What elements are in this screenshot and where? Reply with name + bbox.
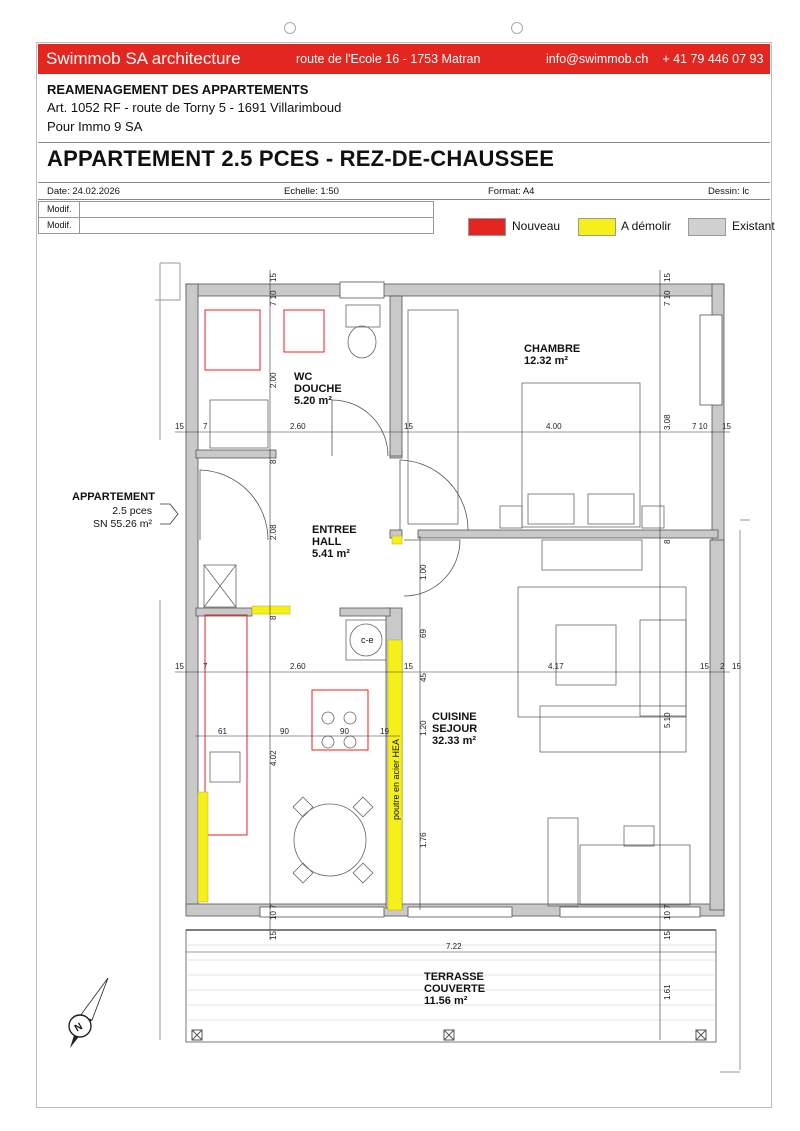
- cuisine-area: 32.33 m²: [432, 735, 477, 747]
- legend-label-new: Nouveau: [512, 219, 561, 233]
- dim-label: 4.17: [548, 662, 564, 671]
- modification-label: Modif.: [47, 220, 72, 230]
- company-email: info@swimmob.ch: [546, 52, 649, 66]
- cuisine-label: CUISINE: [432, 711, 477, 723]
- terrasse-area: 11.56 m²: [424, 995, 468, 1007]
- dimension-lines: [175, 270, 730, 1040]
- dim-label: 7.22: [446, 942, 462, 951]
- dim-label: 8: [269, 459, 278, 464]
- company-address: route de l'Ecole 16 - 1753 Matran: [296, 52, 481, 66]
- dim-label: 45: [419, 673, 428, 682]
- project-location: Art. 1052 RF - route de Torny 5 - 1691 Villarimboud: [47, 100, 342, 115]
- north-label: N: [72, 1021, 85, 1035]
- dim-label: 90: [340, 727, 349, 736]
- dim-label: 7: [203, 662, 208, 671]
- dim-label: 5.10: [663, 712, 672, 728]
- dim-label: 8: [269, 615, 278, 620]
- project-title: REAMENAGEMENT DES APPARTEMENTS: [47, 82, 309, 97]
- drawing-author: Dessin: lc: [708, 186, 750, 197]
- dim-label: 15: [722, 422, 731, 431]
- dim-label: 4.02: [269, 750, 278, 766]
- dim-label: 8: [663, 539, 672, 544]
- dim-label: 69: [419, 629, 428, 638]
- dim-label: 10 7: [663, 904, 672, 920]
- dim-label: 15: [700, 662, 709, 671]
- company-phone: + 41 79 446 07 93: [662, 52, 764, 66]
- dim-label: 10 7: [269, 904, 278, 920]
- entree-label: ENTREE: [312, 524, 357, 536]
- dim-label: 15: [663, 931, 672, 940]
- dim-label: 2.00: [269, 372, 278, 388]
- dim-label: 15: [404, 662, 413, 671]
- dim-label: 3.08: [663, 414, 672, 430]
- terrasse-label: TERRASSE: [424, 971, 484, 983]
- wc-label-2: DOUCHE: [294, 383, 342, 395]
- terrasse-label-2: COUVERTE: [424, 983, 486, 995]
- fixtures: [204, 305, 690, 906]
- apartment-pieces: 2.5 pces: [112, 505, 152, 517]
- windows: [260, 282, 722, 917]
- dim-label: 7: [203, 422, 208, 431]
- wc-area: 5.20 m²: [294, 395, 332, 407]
- existing-walls: [186, 284, 724, 916]
- chambre-area: 12.32 m²: [524, 355, 569, 367]
- entree-label-2: HALL: [312, 536, 342, 548]
- apartment-area: SN 55.26 m²: [93, 518, 152, 530]
- dim-label: 15: [269, 273, 278, 282]
- legend-label-existing: Existant: [732, 219, 775, 233]
- dim-label: 19: [380, 727, 389, 736]
- plan-title: APPARTEMENT 2.5 PCES - REZ-DE-CHAUSSEE: [47, 146, 555, 171]
- dim-label: 4.00: [546, 422, 562, 431]
- dim-label: 15: [269, 931, 278, 940]
- wc-label: WC: [294, 371, 313, 383]
- dim-label: 15: [175, 662, 184, 671]
- demolition-elements: [198, 536, 402, 910]
- dim-label: 2: [720, 662, 725, 671]
- legend-label-demolish: A démolir: [621, 219, 672, 233]
- dim-label: 1.20: [419, 720, 428, 736]
- dim-label: 7 10: [692, 422, 708, 431]
- company-name: Swimmob SA architecture: [46, 49, 241, 68]
- dim-label: 90: [280, 727, 289, 736]
- dim-label: 2.08: [269, 524, 278, 540]
- drawing-date: Date: 24.02.2026: [47, 186, 120, 197]
- dim-label: 15: [663, 273, 672, 282]
- dim-label: 15: [404, 422, 413, 431]
- dim-label: 1.76: [419, 832, 428, 848]
- cuisine-label-2: SEJOUR: [432, 723, 478, 735]
- apartment-label: APPARTEMENT: [72, 491, 155, 503]
- dim-label: 15: [175, 422, 184, 431]
- chambre-label: CHAMBRE: [524, 343, 581, 355]
- drawing-scale: Echelle: 1:50: [284, 186, 339, 197]
- drawing-format: Format: A4: [488, 186, 535, 197]
- dim-label: 1.00: [419, 564, 428, 580]
- dim-label: 15: [732, 662, 741, 671]
- dim-label: 7 10: [269, 290, 278, 306]
- beam-label: poutre en acier HEA: [391, 738, 401, 820]
- north-arrow-icon: [69, 978, 108, 1048]
- entree-area: 5.41 m²: [312, 548, 350, 560]
- dim-label: 61: [218, 727, 227, 736]
- new-elements: [205, 310, 368, 835]
- modification-label: Modif.: [47, 204, 72, 214]
- entrance-arrow: [160, 504, 178, 524]
- dim-label: 2.60: [290, 422, 306, 431]
- dim-label: 1.61: [663, 984, 672, 1000]
- dim-label: 2.60: [290, 662, 306, 671]
- dim-label: 7 10: [663, 290, 672, 306]
- ce-label: c-e: [361, 635, 374, 645]
- project-client: Pour Immo 9 SA: [47, 119, 143, 134]
